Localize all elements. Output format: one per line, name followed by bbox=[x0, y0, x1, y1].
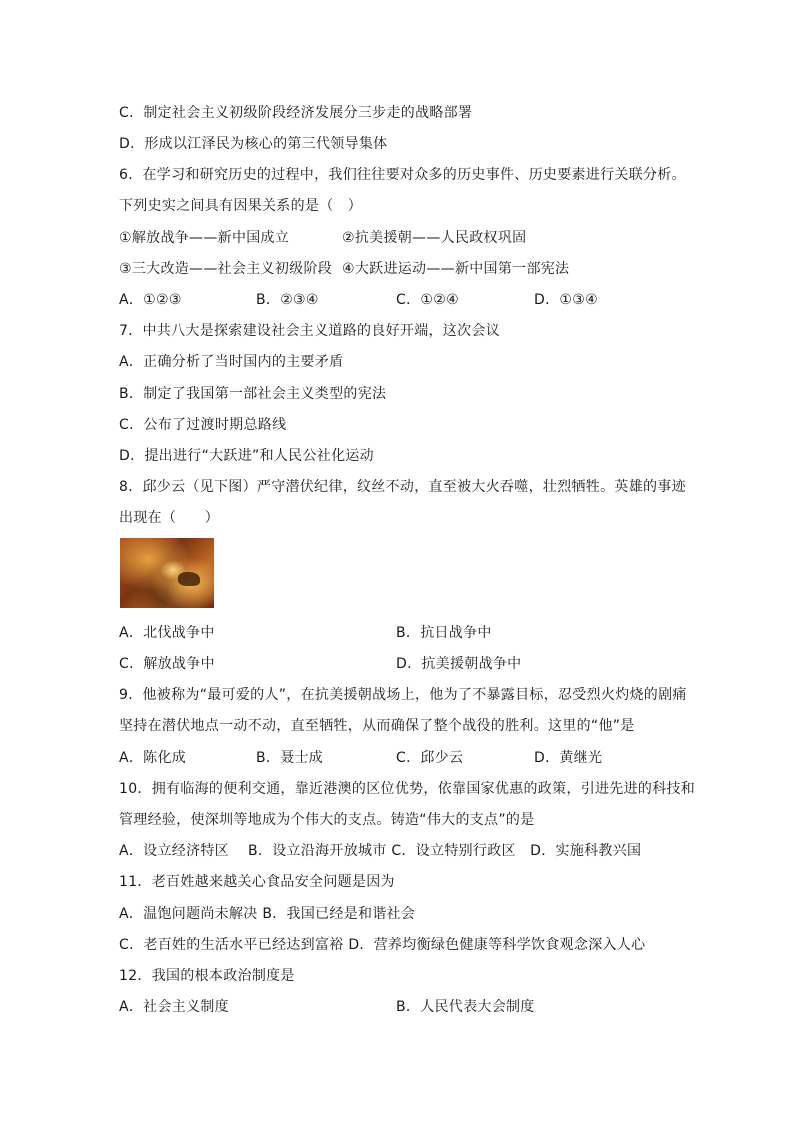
question-11-options: A．温饱问题尚未解决 B．我国已经是和谐社会 bbox=[119, 906, 416, 922]
option-d: D．提出进行“大跃进”和人民公社化运动 bbox=[119, 448, 374, 464]
question-12-text: 12．我国的根本政治制度是 bbox=[119, 968, 295, 984]
question-10-text: 管理经验，使深圳等地成为个伟大的支点。铸造“伟大的支点”的是 bbox=[119, 812, 535, 828]
option-a: A．正确分析了当时国内的主要矛盾 bbox=[119, 354, 344, 370]
question-11-options: C．老百姓的生活水平已经达到富裕 D．营养均衡绿色健康等科学饮食观念深入人心 bbox=[119, 937, 646, 953]
question-7-text: 7．中共八大是探索建设社会主义道路的良好开端，这次会议 bbox=[119, 323, 501, 339]
question-10-text: 10．拥有临海的便利交通，靠近港澳的区位优势，依靠国家优惠的政策，引进先进的科技和 bbox=[119, 781, 696, 797]
option-c: C．邱少云 bbox=[396, 750, 464, 766]
option-b: B．抗日战争中 bbox=[396, 625, 492, 641]
option-b: B．②③④ bbox=[256, 292, 319, 308]
statement-item: ②抗美援朝——人民政权巩固 bbox=[342, 230, 527, 246]
option-d: D．抗美援朝战争中 bbox=[396, 656, 522, 672]
option-b: B．人民代表大会制度 bbox=[396, 999, 535, 1015]
question-8-text: 出现在（ ） bbox=[119, 510, 220, 526]
option-b: B．聂士成 bbox=[256, 750, 324, 766]
option-c: C．公布了过渡时期总路线 bbox=[119, 417, 287, 433]
question-9-text: 9．他被称为“最可爱的人”，在抗美援朝战场上，他为了不暴露目标，忍受烈火灼烧的剧痛 bbox=[119, 687, 687, 703]
question-10-options: A．设立经济特区 B．设立沿海开放城市 C．设立特别行政区 D．实施科教兴国 bbox=[119, 843, 642, 859]
statement-item: ③三大改造——社会主义初级阶段 bbox=[119, 261, 333, 277]
statement-item: ④大跃进运动——新中国第一部宪法 bbox=[342, 261, 570, 277]
question-6-text: 下列史实之间具有因果关系的是（ ） bbox=[119, 198, 363, 214]
question-11-text: 11．老百姓越来越关心食品安全问题是因为 bbox=[119, 874, 395, 890]
option-d: D．①③④ bbox=[534, 292, 598, 308]
option-d: D．黄继光 bbox=[534, 750, 603, 766]
battlefield-fire-photo bbox=[120, 538, 214, 608]
question-9-text: 坚持在潜伏地点一动不动，直至牺牲，从而确保了整个战役的胜利。这里的“他”是 bbox=[119, 718, 635, 734]
option-text: D．形成以江泽民为核心的第三代领导集体 bbox=[119, 136, 388, 152]
option-a: A．北伐战争中 bbox=[119, 625, 215, 641]
option-a: A．陈化成 bbox=[119, 750, 187, 766]
option-text: C．制定社会主义初级阶段经济发展分三步走的战略部署 bbox=[119, 105, 473, 121]
option-a: A．社会主义制度 bbox=[119, 999, 229, 1015]
question-6-text: 6．在学习和研究历史的过程中，我们往往要对众多的历史事件、历史要素进行关联分析。 bbox=[119, 167, 686, 183]
soldier-figure bbox=[178, 572, 200, 586]
option-a: A．①②③ bbox=[119, 292, 182, 308]
option-c: C．解放战争中 bbox=[119, 656, 215, 672]
question-8-text: 8．邱少云（见下图）严守潜伏纪律，纹丝不动，直至被大火吞噬，壮烈牺牲。英雄的事迹 bbox=[119, 479, 686, 495]
statement-item: ①解放战争——新中国成立 bbox=[119, 230, 290, 246]
option-b: B．制定了我国第一部社会主义类型的宪法 bbox=[119, 386, 387, 402]
option-c: C．①②④ bbox=[396, 292, 459, 308]
